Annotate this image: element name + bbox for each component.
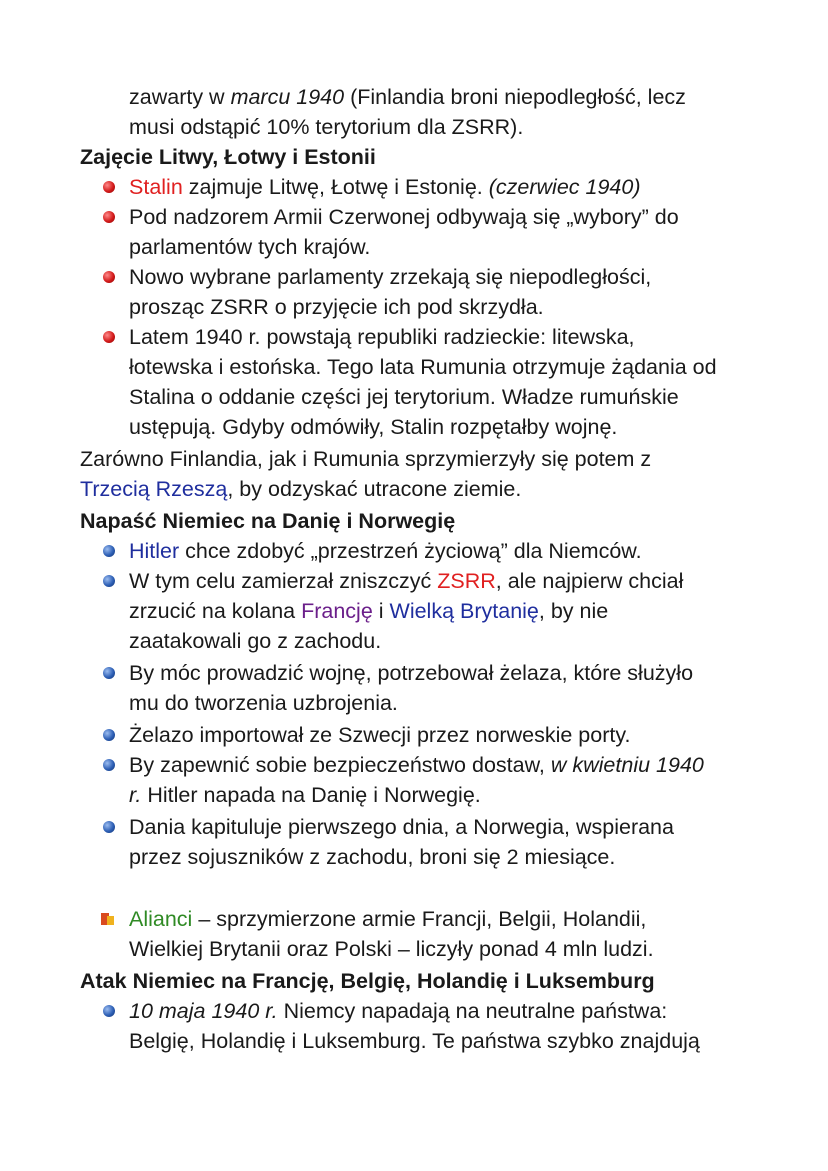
- blue-bullet-icon: [103, 1005, 115, 1017]
- blue-bullet-icon: [103, 575, 115, 587]
- text: Niemcy napadają na neutralne państwa:: [277, 999, 668, 1023]
- text: Hitler napada na Danię i Norwegię.: [141, 783, 481, 807]
- red-bullet-icon: [103, 211, 115, 223]
- highlight-blue: Hitler: [129, 539, 180, 563]
- text: , ale najpierw chciał: [495, 569, 684, 593]
- text: – sprzymierzone armie Francji, Belgii, Holandii,: [192, 907, 647, 931]
- list-item: [129, 566, 683, 596]
- date-text: r.: [129, 783, 142, 807]
- list-item-continuation: [129, 596, 608, 626]
- blue-bullet-icon: [103, 729, 115, 741]
- text: zawarty w: [129, 85, 231, 109]
- list-item-continuation: ustępują. Gdyby odmówiły, Stalin rozpętałby wojnę.: [129, 415, 618, 439]
- text: , by nie: [538, 599, 609, 623]
- text-line: musi odstąpić 10% terytorium dla ZSRR).: [129, 115, 524, 139]
- list-item-continuation: Stalina o oddanie części jej terytorium. Władze rumuńskie: [129, 385, 679, 409]
- list-item-continuation: Wielkiej Brytanii oraz Polski – liczyły ponad 4 mln ludzi.: [129, 937, 654, 961]
- list-item: Żelazo importował ze Szwecji przez norweskie porty.: [129, 723, 631, 747]
- list-item-continuation: przez sojuszników z zachodu, broni się 2 miesiące.: [129, 845, 616, 869]
- text: zrzucić na kolana: [129, 599, 302, 623]
- list-item: Latem 1940 r. powstają republiki radzieckie: litewska,: [129, 325, 635, 349]
- list-item: [129, 536, 642, 566]
- highlight-red: Stalin: [129, 175, 183, 199]
- highlight-purple: Francję: [301, 599, 373, 623]
- section-heading: Zajęcie Litwy, Łotwy i Estonii: [80, 145, 376, 169]
- list-item-continuation: parlamentów tych krajów.: [129, 235, 371, 259]
- list-item: [129, 172, 640, 202]
- square-bullet-icon: [101, 913, 113, 925]
- blue-bullet-icon: [103, 821, 115, 833]
- blue-bullet-icon: [103, 545, 115, 557]
- date-text: marcu 1940: [230, 85, 345, 109]
- section-heading: Napaść Niemiec na Danię i Norwegię: [80, 509, 456, 533]
- red-bullet-icon: [103, 271, 115, 283]
- paragraph-line: Zarówno Finlandia, jak i Rumunia sprzymierzyły się potem z: [80, 447, 652, 471]
- list-item-continuation: prosząc ZSRR o przyjęcie ich pod skrzydła.: [129, 295, 544, 319]
- text: i: [372, 599, 390, 623]
- list-item: Pod nadzorem Armii Czerwonej odbywają się „wybory” do: [129, 205, 679, 229]
- text: , by odzyskać utracone ziemie.: [227, 477, 522, 501]
- text: zajmuje Litwę, Łotwę i Estonię.: [182, 175, 489, 199]
- highlight-green: Alianci: [129, 907, 193, 931]
- text: chce zdobyć „przestrzeń życiową” dla Niemców.: [179, 539, 642, 563]
- list-item-continuation: zaatakowali go z zachodu.: [129, 629, 382, 653]
- paragraph-line: [80, 474, 521, 504]
- list-item-continuation: Belgię, Holandię i Luksemburg. Te państwa szybko znajdują: [129, 1029, 700, 1053]
- date-text: 10 maja 1940 r.: [129, 999, 278, 1023]
- list-item: Nowo wybrane parlamenty zrzekają się niepodległości,: [129, 265, 652, 289]
- highlight-blue: Wielką Brytanię: [389, 599, 539, 623]
- blue-bullet-icon: [103, 667, 115, 679]
- text: (Finlandia broni niepodległość, lecz: [344, 85, 686, 109]
- date-text: w kwietniu 1940: [550, 753, 704, 777]
- blue-bullet-icon: [103, 759, 115, 771]
- text: By zapewnić sobie bezpieczeństwo dostaw,: [129, 753, 551, 777]
- text: W tym celu zamierzał zniszczyć: [129, 569, 438, 593]
- highlight-red: ZSRR: [437, 569, 496, 593]
- red-bullet-icon: [103, 181, 115, 193]
- text-line: [129, 82, 686, 112]
- list-item: Dania kapituluje pierwszego dnia, a Norwegia, wspierana: [129, 815, 674, 839]
- list-item-continuation: łotewska i estońska. Tego lata Rumunia otrzymuje żądania od: [129, 355, 717, 379]
- list-item-continuation: mu do tworzenia uzbrojenia.: [129, 691, 398, 715]
- list-item: [129, 750, 704, 780]
- list-item: [129, 904, 646, 934]
- list-item: By móc prowadzić wojnę, potrzebował żelaza, które służyło: [129, 661, 694, 685]
- date-text: (czerwiec 1940): [488, 175, 641, 199]
- highlight-blue: Trzecią Rzeszą: [80, 477, 228, 501]
- list-item: [129, 996, 667, 1026]
- section-heading: Atak Niemiec na Francję, Belgię, Holandię i Luksemburg: [80, 969, 655, 993]
- red-bullet-icon: [103, 331, 115, 343]
- list-item-continuation: [129, 780, 481, 810]
